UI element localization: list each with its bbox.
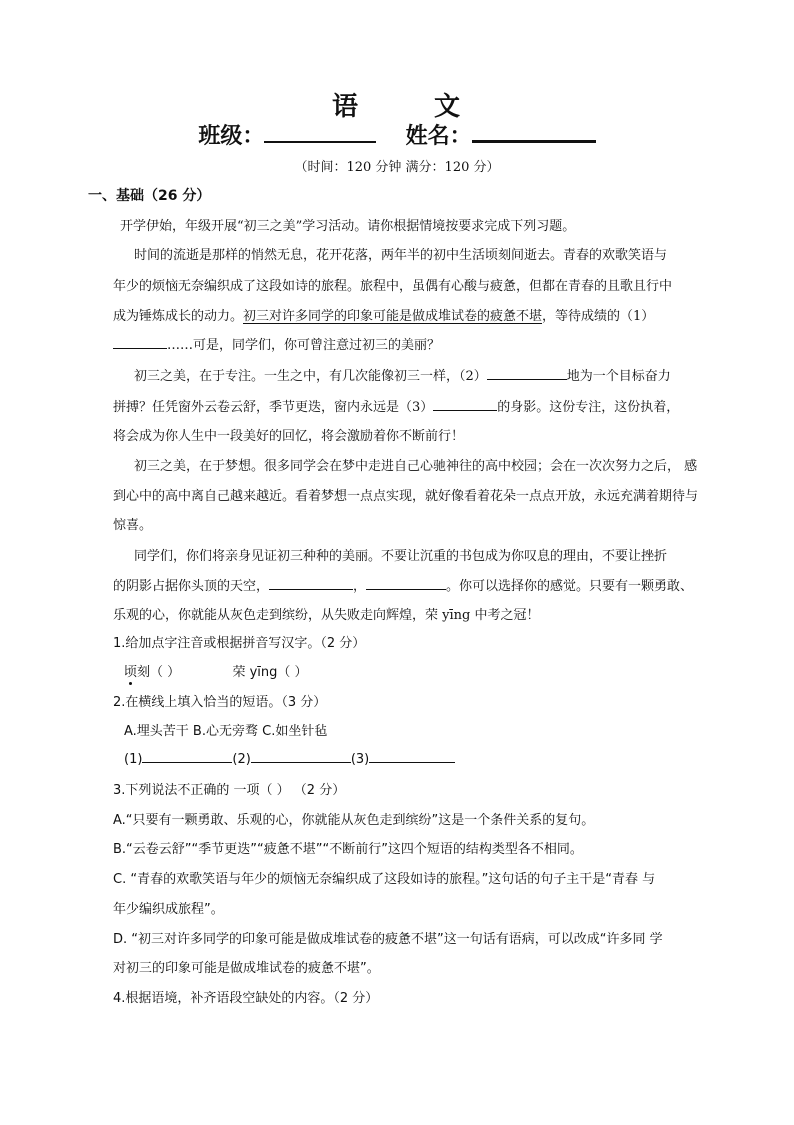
passage-line: 同学们，你们将亲身见证初三种种的美丽。不要让沉重的书包成为你叹息的理由，不要让挫折 [134,549,668,564]
passage-line: 初三之美，在于梦想。很多同学会在梦中走进自己心驰神往的高中校园；会在一次次努力之后， 感 [134,459,698,474]
blank-3[interactable] [433,397,497,411]
q2-blank-label-3: (3) [350,752,370,767]
passage-text: 的阴影占据你头顶的天空， [113,579,270,594]
question-1-items [124,661,308,680]
section-heading: 一、基础（26 分） [88,188,211,204]
class-label: 班级： [198,123,265,149]
passage-text: 成为锤炼成长的动力。 [113,309,244,324]
question-3-option-d[interactable]: D. “初三对许多同学的印象可能是做成堆试卷的疲惫不堪”这一句话有语病，可以改成“许多同 学 [113,932,663,947]
blank-4[interactable] [269,576,353,590]
question-3-option-c[interactable]: C. “青春的欢歌笑语与年少的烦恼无奈编织成了这段如诗的旅程。”这句话的句子主干是“青春 与 [113,872,656,887]
passage-line: 惊喜。 [113,518,153,533]
q1-answer-paren-1[interactable]: （ ） [150,665,181,680]
passage-line: 到心中的高中离自己越来越近。看着梦想一点点实现，就好像看着花朵一点点开放，永远充满着期待与 [113,489,699,504]
blank-5[interactable] [366,576,446,590]
question-4-stem: 4.根据语境，补齐语段空缺处的内容。（2 分） [113,991,379,1006]
subject-char-1: 语 [331,92,360,122]
passage-line: 年少的烦恼无奈编织成了这段如诗的旅程。旅程中，虽偶有心酸与疲惫，但都在青春的且歌且行中 [113,279,673,294]
passage-line: 将会成为你人生中一段美好的回忆，将会激励着你不断前行！ [113,429,465,444]
passage-text: 。你可以选择你的感觉。只要有一颗勇敢、 [446,579,694,594]
class-blank[interactable] [264,123,376,143]
passage-text: 初三之美，在于专注。一生之中，有几次能像初三一样，（2） [134,369,487,384]
subject-char-2: 文 [434,92,463,122]
passage-text: ……可是，同学们，你可曾注意过初三的美丽？ [167,338,441,353]
q2-blank-2[interactable] [251,749,351,763]
question-3-option-c-cont: 年少编织成旅程”。 [113,902,224,917]
passage-line [113,396,679,415]
question-3-option-b[interactable]: B.“云卷云舒”“季节更迭”“疲惫不堪”“不断前行”这四个短语的结构类型各不相同。 [113,842,583,857]
passage-text: ， [353,579,367,594]
passage-text: 拼搏？任凭窗外云卷云舒，季节更迭，窗内永远是（3） [113,400,434,415]
passage-line [113,334,440,353]
passage-text: 的身影。这份专注，这份执着， [497,400,680,415]
name-label: 姓名： [405,123,472,149]
q1-char: 刻 [137,665,151,680]
q2-blank-3[interactable] [369,749,455,763]
passage-line [113,575,693,594]
underlined-sentence: 初三对许多同学的印象可能是做成堆试卷的疲惫不堪 [243,309,543,324]
passage-text: 地为一个目标奋力 [566,369,671,384]
subject-title [0,86,794,123]
q2-blank-1[interactable] [142,749,232,763]
q1-item-2[interactable]: 荣 yīng（ ） [232,665,308,680]
question-1-stem: 1.给加点字注音或根据拼音写汉字。（2 分） [113,636,366,651]
passage-line [113,305,654,324]
passage-line [134,365,671,384]
student-info-row [0,119,794,150]
question-2-stem: 2.在横线上填入恰当的短语。（3 分） [113,695,327,710]
time-info: （时间：120 分钟 满分：120 分） [294,160,500,175]
question-3-option-d-cont: 对初三的印象可能是做成堆试卷的疲惫不堪”。 [113,961,380,976]
name-blank[interactable] [472,122,596,143]
blank-1[interactable] [113,335,167,349]
q2-blank-label-1: (1) [124,752,143,767]
question-3-stem: 3.下列说法不正确的 一项（ ） （2 分） [113,783,346,798]
question-3-option-a[interactable]: A.“只要有一颗勇敢、乐观的心，你就能从灰色走到缤纷”这是一个条件关系的复句。 [113,813,595,828]
passage-line: 时间的流逝是那样的悄然无息，花开花落，两年半的初中生活顷刻间逝去。青春的欢歌笑语与 [134,248,668,263]
passage-text: ，等待成绩的（1） [542,309,655,324]
passage-line: 乐观的心，你就能从灰色走到缤纷，从失败走向辉煌，荣 yīng 中考之冠！ [113,608,540,623]
dotted-char: 顷 [124,665,138,680]
q2-blank-label-2: (2) [232,752,251,767]
blank-2[interactable] [487,366,567,380]
section-intro: 开学伊始，年级开展“初三之美”学习活动。请你根据情境按要求完成下列习题。 [120,219,576,234]
question-2-options: A.埋头苦干 B.心无旁骛 C.如坐针毡 [124,724,328,739]
question-2-blanks [124,749,455,767]
